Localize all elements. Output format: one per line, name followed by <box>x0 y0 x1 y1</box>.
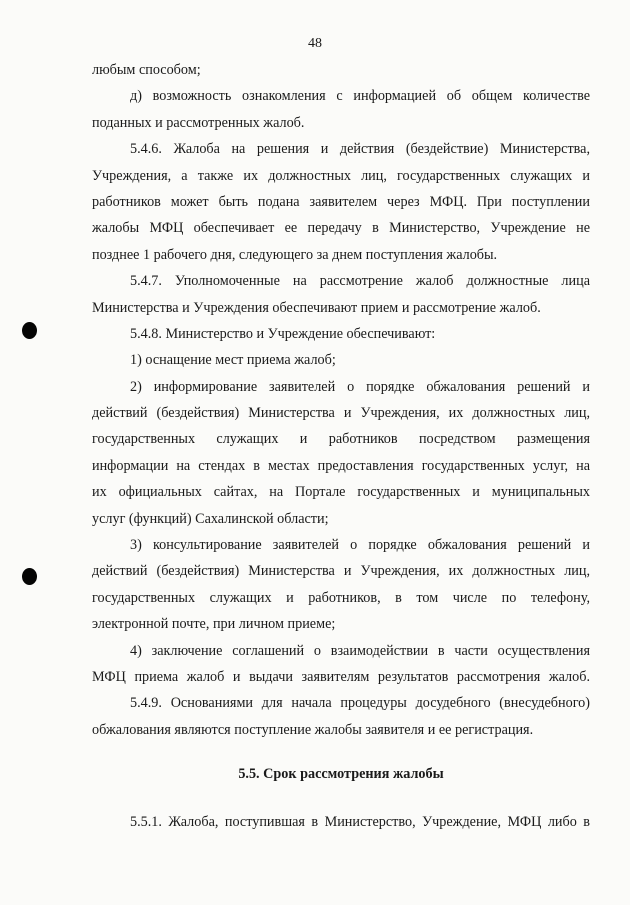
text-line: позднее 1 рабочего дня, следующего за днем поступления жалобы. <box>92 246 498 263</box>
section-heading: 5.5. Срок рассмотрения жалобы <box>238 766 444 783</box>
text-line: действий (бездействия) Министерства и Учреждения, их должностных лиц, <box>92 563 590 580</box>
text-line: жалобы МФЦ обеспечивает ее передачу в Министерство, Учреждение не <box>92 220 590 237</box>
text-line: работников может быть подана заявителем через МФЦ. При поступлении <box>92 193 590 210</box>
text-line: любым способом; <box>92 62 201 78</box>
text-line: их официальных сайтах, на Портале государственных и муниципальных <box>92 484 590 501</box>
text-line: информации на стендах в местах предоставления государственных услуг, на <box>92 457 590 474</box>
text-line: действий (бездействия) Министерства и Учреждения, их должностных лиц, <box>92 405 590 422</box>
text-line: услуг (функций) Сахалинской области; <box>92 510 329 527</box>
text-line: 1) оснащение мест приема жалоб; <box>130 352 336 369</box>
text-line: МФЦ приема жалоб и выдачи заявителям результатов рассмотрения жалоб. <box>92 668 590 685</box>
text-line: 5.4.8. Министерство и Учреждение обеспечивают: <box>130 325 436 342</box>
text-line: государственных служащих и работников посредством размещения <box>92 431 590 448</box>
text-line: 5.4.6. Жалоба на решения и действия (бездействие) Министерства, <box>130 141 590 158</box>
text-line: д) возможность ознакомления с информацией об общем количестве <box>130 88 590 105</box>
page-number: 48 <box>308 36 322 51</box>
text-line: 3) консультирование заявителей о порядке обжалования решений и <box>130 537 590 554</box>
text-line: Учреждения, а также их должностных лиц, государственных служащих и <box>92 167 590 184</box>
text-line: электронной почте, при личном приеме; <box>92 616 336 633</box>
text-line: 5.4.7. Уполномоченные на рассмотрение жалоб должностные лица <box>130 273 590 290</box>
text-line: 4) заключение соглашений о взаимодействии в части осуществления <box>130 642 590 659</box>
text-line: поданных и рассмотренных жалоб. <box>92 114 305 131</box>
text-line: 2) информирование заявителей о порядке обжалования решений и <box>130 378 590 395</box>
text-line: обжалования являются поступление жалобы заявителя и ее регистрация. <box>92 721 534 738</box>
body-text <box>92 60 590 839</box>
text-line: 5.5.1. Жалоба, поступившая в Министерство, Учреждение, МФЦ либо в <box>130 814 590 831</box>
binder-hole-mark <box>22 568 37 585</box>
text-line: 5.4.9. Основаниями для начала процедуры досудебного (внесудебного) <box>130 695 590 712</box>
text-line: государственных служащих и работников, в том числе по телефону, <box>92 589 590 606</box>
binder-hole-mark <box>22 322 37 339</box>
text-line: Министерства и Учреждения обеспечивают прием и рассмотрение жалоб. <box>92 299 541 316</box>
